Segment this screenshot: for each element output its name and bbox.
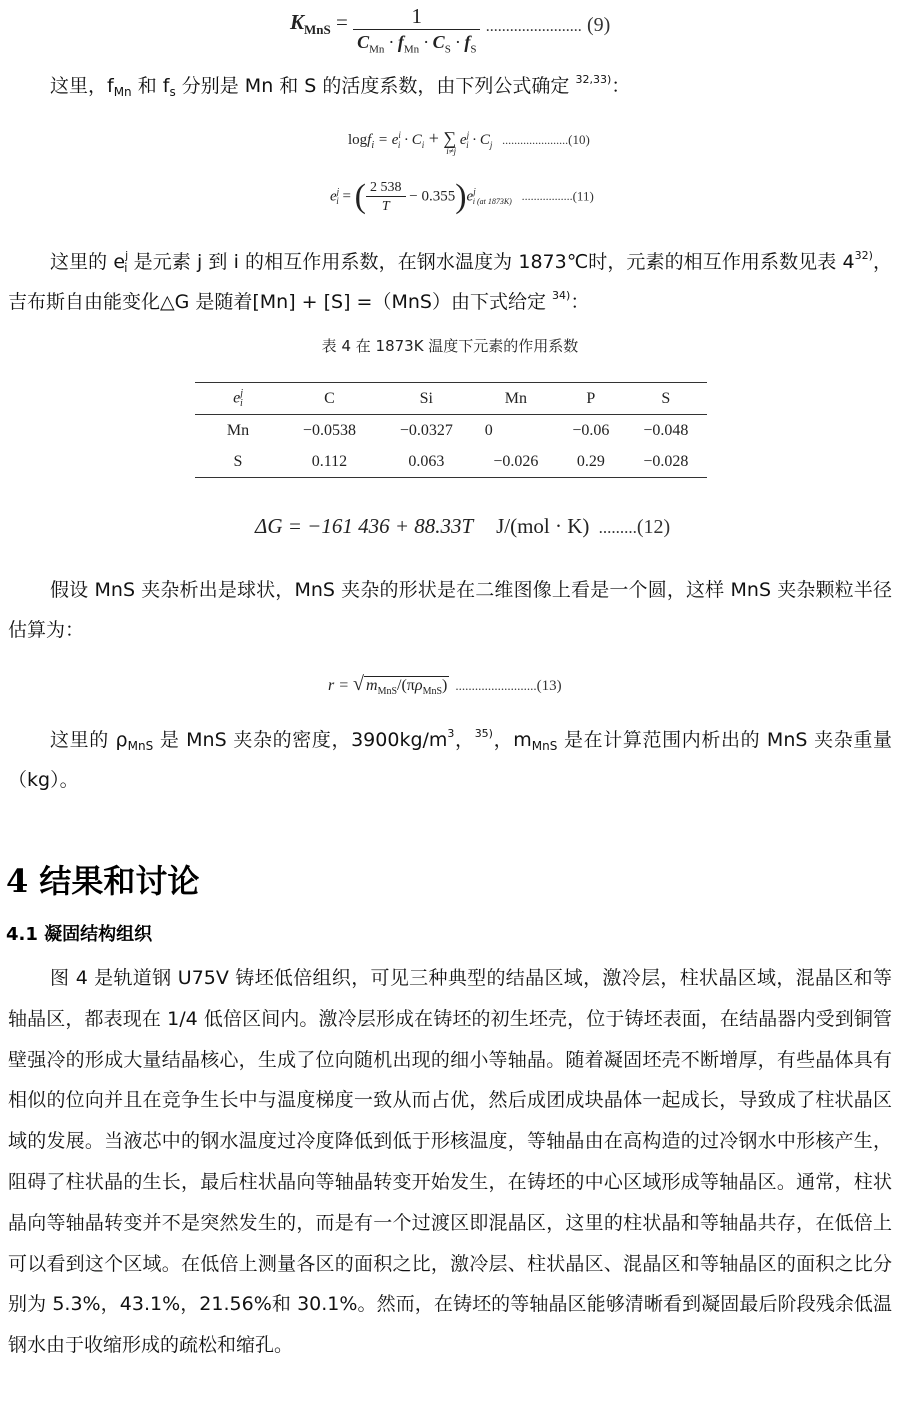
table-cell: −0.06 bbox=[572, 421, 610, 439]
table-row-label: S bbox=[233, 452, 243, 470]
table-header-c: C bbox=[324, 389, 335, 407]
section-4-1-heading: 4.1 凝固结构组织 bbox=[6, 924, 153, 945]
eq9-lhs-sub: MnS bbox=[304, 21, 331, 37]
section-4-heading: 4 结果和讨论 bbox=[6, 862, 200, 900]
table-header-row bbox=[195, 383, 707, 415]
eq9-fraction bbox=[353, 4, 480, 56]
equation-12: ΔG = −161 436 + 88.33T J/(mol · K) .........(12) bbox=[255, 514, 671, 538]
table-cell: −0.0327 bbox=[399, 421, 453, 439]
table-header-s: S bbox=[661, 389, 671, 407]
table-corner-header: $e^j_i$ bbox=[233, 387, 244, 410]
equation-11: $e^j_i$ = ( $\frac{2 538}{T}$ − $0.355)e^j_{i (at 1873K)}$ .................(11) bbox=[330, 178, 594, 215]
paragraph-mns-density: 这里的 $\rho_{MnS}$ 是 MnS 夹杂的密度，$3900kg/m^3$，$^{35)}$，$m_{MnS}$ 是在计算范围内析出的 MnS 夹杂重量（kg）。 bbox=[8, 727, 892, 791]
table-cell: −0.026 bbox=[493, 452, 539, 470]
table-cell: 0.112 bbox=[311, 452, 348, 470]
table-header-p: P bbox=[586, 389, 596, 407]
equation-13: r = √ $m_{MnS}/(\pi\rho_{MnS})$ .........................(13) bbox=[328, 673, 562, 698]
table-header-mn: Mn bbox=[504, 389, 528, 407]
table-row-label: Mn bbox=[226, 421, 250, 439]
table-cell: −0.028 bbox=[643, 452, 689, 470]
table-cell: 0.063 bbox=[408, 452, 445, 470]
eq9-leader: ........................ bbox=[485, 17, 582, 35]
table-cell: −0.048 bbox=[643, 421, 689, 439]
paragraph-mns-radius: 假设 MnS 夹杂析出是球状，MnS 夹杂的形状是在二维图像上看是一个圆，这样 MnS 夹杂颗粒半径估算为： bbox=[8, 579, 892, 641]
eq9-numerator: 1 bbox=[411, 4, 423, 28]
equation-9: $K_{MnS}$ = $\frac{1}{C_{Mn} \cdot f_{Mn} \cdot C_S \cdot f_S}$ ........................ (9) bbox=[290, 4, 611, 56]
eq9-denominator: $C_{Mn} \cdot f_{Mn} \cdot C_S \cdot f_S$ bbox=[353, 29, 480, 56]
table-row bbox=[195, 446, 707, 478]
table-cell: 0.29 bbox=[576, 452, 605, 470]
eq9-number: (9) bbox=[586, 13, 611, 36]
paragraph-interaction-coefficients: 这里的 $e^j_i$ 是元素 j 到 i 的相互作用系数，在钢水温度为 1873℃时，元素的相互作用系数见表 4$^{32)}$，吉布斯自由能变化△G 是随着[Mn] + [S] =（MnS）由下式给定 $^{34)}$： bbox=[8, 249, 892, 313]
paragraph-activity-coefficients: 这里，$f_{Mn}$ 和 $f_s$ 分别是 Mn 和 S 的活度系数，由下列公式确定 $^{32,33)}$： bbox=[50, 73, 631, 99]
eq9-lhs: K bbox=[290, 9, 305, 34]
table-row bbox=[195, 415, 707, 447]
table-cell: −0.0538 bbox=[302, 421, 356, 439]
paragraph-solidification-structure: 图 4 是轨道钢 U75V 铸坯低倍组织，可见三种典型的结晶区域，激冷层，柱状晶区域，混晶区和等轴晶区，都表现在 1/4 低倍区间内。激冷层形成在铸坯的初生坯壳，位于铸坯表面，在结晶器内受到铜管壁强冷的形成大量结晶核心，生成了位向随机出现的细小等轴晶。随着凝固坯壳不断增厚，有些晶体具有相似的位向并且在竞争生长中与温度梯度一致从而占优，然后成团成块晶体一起成长，导致成了柱状晶区域的发展。当液芯中的钢水温度过冷度降低到低于形核温度，等轴晶由在高构造的过冷钢水中形核产生，阻碍了柱状晶的生长，最后柱状晶向等轴晶转变开始发生，在铸坯的中心区域形成等轴晶区。通常，柱状晶向等轴晶转变并不是突然发生的，而是有一个过渡区即混晶区，这里的柱状晶和等轴晶共存，在低倍上可以看到这个区域。在低倍上测量各区的面积之比，激冷层、柱状晶区、混晶区和等轴晶区的面积之比分别为 5.3%，43.1%，21.56%和 30.1%。然而，在铸坯的等轴晶区能够清晰看到凝固最后阶段残余低温钢水由于收缩形成的疏松和缩孔。 bbox=[8, 967, 892, 1357]
equation-10: $\log f_i = e^i_i \cdot C_i + \sum_{i\ne j}$ $e^j_i \cdot C_j$ ......................(10) bbox=[348, 128, 590, 156]
table-cell: 0 bbox=[484, 421, 493, 439]
table-4 bbox=[195, 382, 707, 478]
table-header-si: Si bbox=[419, 389, 433, 407]
table-4-caption: 表 4 在 1873K 温度下元素的作用系数 bbox=[321, 337, 579, 355]
